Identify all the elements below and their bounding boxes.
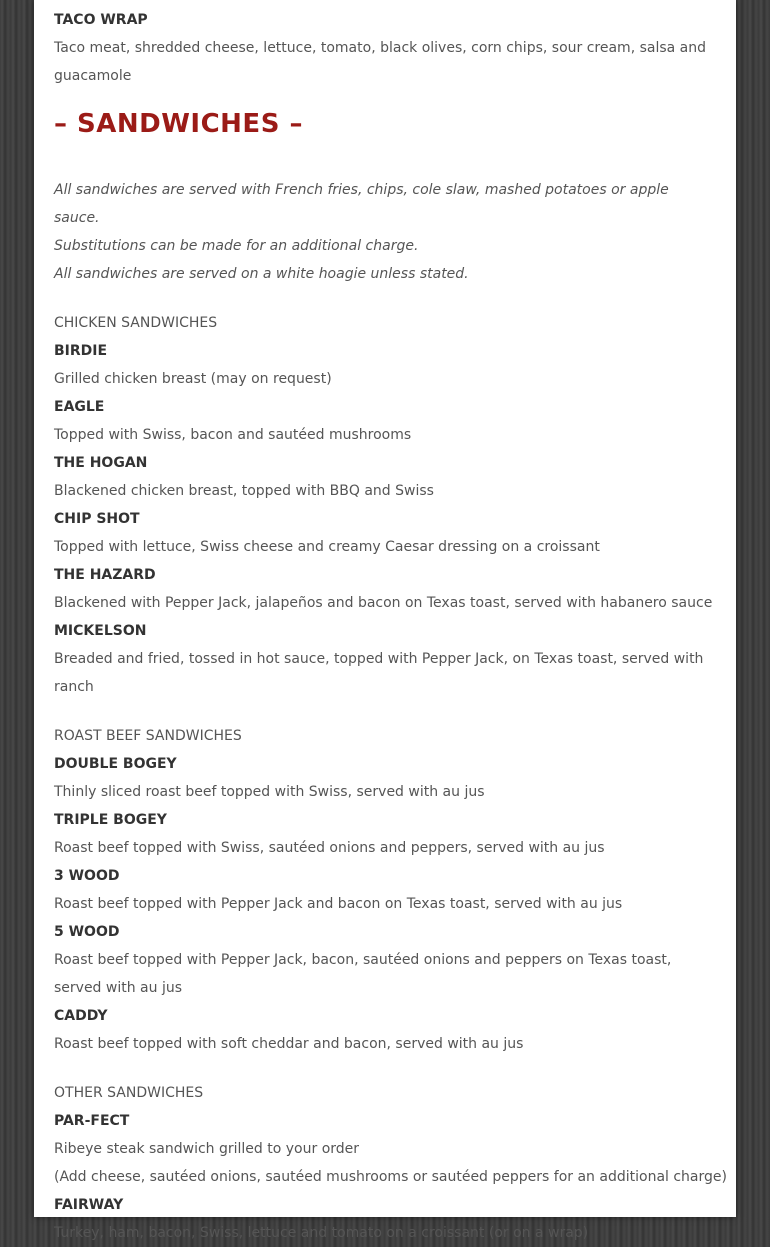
- item-name: FAIRWAY: [54, 1197, 124, 1213]
- menu-content: [54, 0, 727, 1247]
- item-name: 5 WOOD: [54, 924, 120, 940]
- item-name: DOUBLE BOGEY: [54, 756, 177, 772]
- item-description: Blackened chicken breast, topped with BBQ and Swiss: [54, 483, 434, 499]
- item-name: EAGLE: [54, 399, 105, 415]
- intro-note: All sandwiches are served with French fries, chips, cole slaw, mashed potatoes or apple sauce.: [54, 182, 669, 226]
- item-description: Roast beef topped with Pepper Jack and bacon on Texas toast, served with au jus: [54, 896, 623, 912]
- item-name: BIRDIE: [54, 343, 108, 359]
- item-description: Roast beef topped with Pepper Jack, bacon, sautéed onions and peppers on Texas toast, served with au jus: [54, 952, 672, 996]
- category-title-other: OTHER SANDWICHES: [54, 1085, 204, 1101]
- menu-panel: [34, 0, 736, 1241]
- item-name: TRIPLE BOGEY: [54, 812, 167, 828]
- item-description: Topped with Swiss, bacon and sautéed mushrooms: [54, 427, 412, 443]
- item-description: Ribeye steak sandwich grilled to your order: [54, 1141, 360, 1157]
- item-description: Grilled chicken breast (may on request): [54, 371, 332, 387]
- category-title-roast-beef: ROAST BEEF SANDWICHES: [54, 728, 242, 744]
- item-description: Roast beef topped with Swiss, sautéed onions and peppers, served with au jus: [54, 840, 605, 856]
- item-description: Blackened with Pepper Jack, jalapeños and bacon on Texas toast, served with habanero sauce: [54, 595, 713, 611]
- item-description: Turkey, ham, bacon, Swiss, lettuce and tomato on a croissant (or on a wrap): [54, 1225, 589, 1241]
- category-title-chicken: CHICKEN SANDWICHES: [54, 315, 218, 331]
- item-description: Taco meat, shredded cheese, lettuce, tomato, black olives, corn chips, sour cream, salsa and guacamole: [54, 40, 707, 84]
- item-description: [54, 0, 716, 6]
- item-name: CADDY: [54, 1008, 108, 1024]
- section-heading-sandwiches: – SANDWICHES –: [54, 109, 303, 139]
- intro-note: Substitutions can be made for an additional charge.: [54, 238, 419, 254]
- item-name: THE HAZARD: [54, 567, 156, 583]
- item-name: PAR-FECT: [54, 1113, 130, 1129]
- item-note: (Add cheese, sautéed onions, sautéed mushrooms or sautéed peppers for an additional charge): [54, 1169, 727, 1185]
- item-description: Topped with lettuce, Swiss cheese and creamy Caesar dressing on a croissant: [54, 539, 600, 555]
- item-name: 3 WOOD: [54, 868, 120, 884]
- item-name: TACO WRAP: [54, 12, 148, 28]
- item-description: Roast beef topped with soft cheddar and bacon, served with au jus: [54, 1036, 524, 1052]
- intro-note: All sandwiches are served on a white hoagie unless stated.: [54, 266, 469, 282]
- item-description: Thinly sliced roast beef topped with Swiss, served with au jus: [54, 784, 485, 800]
- item-name: MICKELSON: [54, 623, 147, 639]
- item-name: THE HOGAN: [54, 455, 148, 471]
- item-description: Breaded and fried, tossed in hot sauce, topped with Pepper Jack, on Texas toast, served with ranch: [54, 651, 704, 695]
- item-name: CHIP SHOT: [54, 511, 140, 527]
